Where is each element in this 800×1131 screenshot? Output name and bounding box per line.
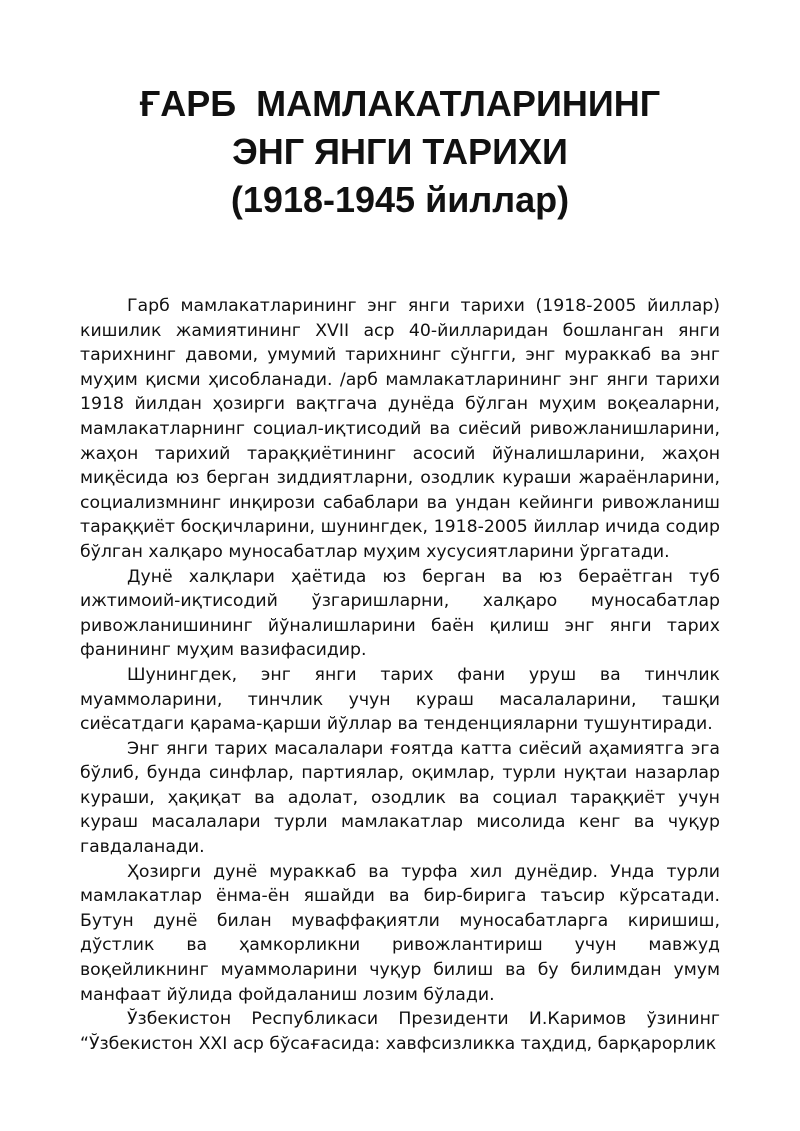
title-line-3: (1918-1945 йиллар) [230, 179, 570, 220]
paragraph-6: Ўзбекистон Республикаси Президенти И.Каримов ўзининг “Ўзбекистон XXI аср бўсағасида: хавфсизликка таҳдид, барқарорлик [80, 1009, 720, 1054]
paragraph-2: Дунё халқлари ҳаётида юз берган ва юз бераётган туб ижтимоий-иқтисодий ўзгаришларни, халқаро муносабатлар ривожланишининг йўналишларини баён қилиш энг янги тарих фанининг муҳим вазифасидир. [80, 566, 720, 661]
paragraph-4: Энг янги тарих масалалари ғоятда катта сиёсий аҳамиятга эга бўлиб, бунда синфлар, партиялар, оқимлар, турли нуқтаи назарлар кураши, ҳақиқат ва адолат, озодлик ва социал тараққиёт учун кураш масалалари турли мамлакатлар мисолида кенг ва чуқур гавдаланади. [80, 738, 720, 858]
document-title [0, 80, 800, 224]
body-text [80, 294, 720, 1056]
title-line-2: ЭНГ ЯНГИ ТАРИХИ [232, 131, 568, 172]
paragraph-1: Гарб мамлакатларининг энг янги тарихи (1918-2005 йиллар) кишилик жамиятининг XVII аср 40-йилларидан бошланган янги тарихнинг давоми, умумий тарихнинг сўнгги, энг мураккаб ва энг муҳим қисми ҳисобланади. /арб мамлакатларининг энг янги тарихи 1918 йилдан ҳозирги вақтгача дунёда бўлган муҳим воқеаларни, мамлакатларнинг социал-иқтисодий ва сиёсий ривожланишларини, жаҳон тарихий тараққиётининг асосий йўналишларини, жаҳон миқёсида юз берган зиддиятларни, озодлик кураши жараёнларини, социализмнинг инқирози сабаблари ва ундан кейинги ривожланиш тараққиёт босқичларини, шунингдек, 1918-2005 йиллар ичида содир бўлган халқаро муносабатлар муҳим хусусиятларини ўргатади. [80, 296, 720, 562]
paragraph-5: Ҳозирги дунё мураккаб ва турфа хил дунёдир. Унда турли мамлакатлар ёнма-ён яшайди ва бир-бирига таъсир кўрсатади. Бутун дунё билан муваффақиятли муносабатларга киришиш, дўстлик ва ҳамкорликни ривожлантириш учун мавжуд воқейликнинг муаммоларини чуқур билиш ва бу билимдан умум манфаат йўлида фойдаланиш лозим бўлади. [80, 861, 720, 1005]
paragraph-3: Шунингдек, энг янги тарих фани уруш ва тинчлик муаммоларини, тинчлик учун кураш масалаларини, ташқи сиёсатдаги қарама-қарши йўллар ва тенденцияларни тушунтиради. [80, 664, 720, 735]
title-line-1: ҒАРБ МАМЛАКАТЛАРИНИНГ [139, 83, 661, 124]
